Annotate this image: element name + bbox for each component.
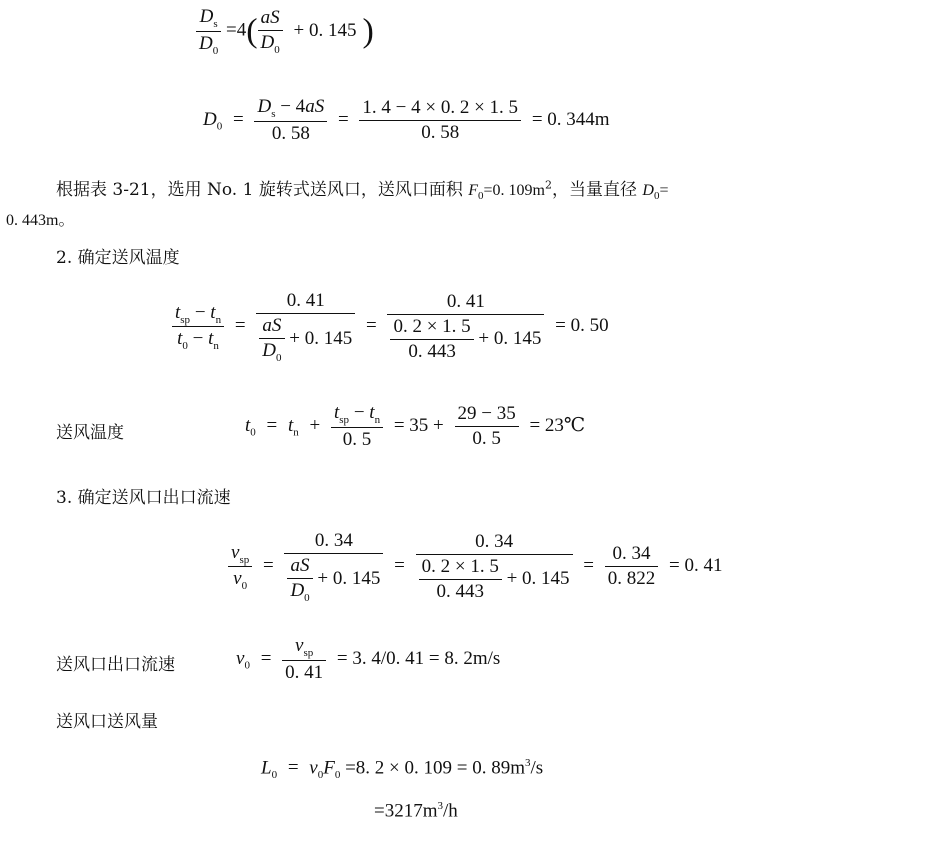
fraction-ds-d0: $\frac{D_s}{D_0}$ <box>196 6 221 57</box>
equation-2: $D_0$ = $\frac{D_s - 4aS}{0. 58}$ = $\frac{1. 4 - 4 \times 0. 2 \times 1. 5}{0. 58}$ = 0. 344m <box>203 96 616 145</box>
fraction-as-d0: $\frac{aS}{D_0}$ <box>258 7 283 56</box>
para1-area: =0. 109m <box>483 182 545 199</box>
fraction-tsp-tn-05: $\frac{t_{sp} - t_n}{0. 5}$ <box>331 402 383 451</box>
paragraph-1-line-1: 根据表 3-21，选用 No. 1 旋转式送风口，送风口面积 $F_0=0$. $109m^2$，当量直径 $D_0=$ <box>56 178 669 203</box>
eq3-result: = 0. 50 <box>555 315 609 337</box>
fraction-vsp-041: $\frac{v_{sp}}{0. 41}$ <box>282 635 326 684</box>
equation-4: $t_0 = t_n$ + $\frac{t_{sp} - t_n}{0. 5}$ = 35 + $\frac{29 - 35}{0. 5}$ = 23℃ <box>245 402 591 451</box>
fraction-041-numeric: 0. 41 $\frac{0. 2 \times 1. 5}{0. 443}$ + 0. 145 <box>387 291 544 363</box>
fraction-034-numeric: 0. 34 $\frac{0. 2 \times 1. 5}{0. 443}$ + 0. 145 <box>416 531 573 603</box>
eq4-result: = 23℃ <box>529 414 586 436</box>
eq6-result: = 3. 4/0. 41 = 8. 2m/s <box>336 647 501 669</box>
fraction-ds-minus-4as: $\frac{D_s - 4aS}{0. 58}$ <box>254 96 327 145</box>
eq2-result: = 0. 344m <box>531 108 610 130</box>
fraction-29-35: $\frac{29 - 35}{0. 5}$ <box>455 403 519 450</box>
eq6-label: 送风口出口流速 <box>56 655 175 675</box>
paragraph-1-line-2: 0. 443m。 <box>6 212 75 229</box>
equation-6: $v_0$ = $\frac{v_{sp}}{0. 41}$ = 3. 4/0. 41 = 8. 2m/s <box>236 635 506 684</box>
section-2-heading: 2. 确定送风温度 <box>56 248 180 268</box>
eq1-plus-const: + 0. 145 <box>293 19 357 41</box>
para1-text: 根据表 3-21，选用 No. 1 旋转式送风口，送风口面积 <box>56 180 463 200</box>
fraction-numeric: $\frac{1. 4 - 4 \times 0. 2 \times 1. 5}{0. 58}$ <box>359 97 521 144</box>
fraction-034-0822: $\frac{0. 34}{0. 822}$ <box>605 543 659 590</box>
fraction-034-as: 0. 34 $\frac{aS}{D_0}$ + 0. 145 <box>284 530 383 604</box>
equation-7-line-2: $=3217m^3/h$ <box>374 800 458 822</box>
eq1-coef: =4 <box>225 19 247 41</box>
section-3-heading: 3. 确定送风口出口流速 <box>56 488 231 508</box>
equation-1: $\frac{D_s}{D_0}$ =4( $\frac{aS}{D_0}$ + 0. 145 ) <box>196 6 374 57</box>
eq4-label: 送风温度 <box>56 423 124 443</box>
equation-3: $\frac{t_{sp} - t_n}{t_0 - t_n}$ = 0. 41 $\frac{aS}{D_0}$ + 0. 145 = 0. 41 $\frac{0. 2 \times 1. 5}{0. 443}$ + 0. 145 = 0. 50 <box>172 290 615 364</box>
equation-7: $L_0 = v_0F_0 =8$. 2 × 0. 109 = 0. $89m^3/s$ <box>261 757 544 782</box>
equation-5: $\frac{v_{sp}}{v_0}$ = 0. 34 $\frac{aS}{D_0}$ + 0. 145 = 0. 34 $\frac{0. 2 \times 1. 5}{0. 443}$ + 0. 145 = $\frac{0. 34}{0. 822}$ = 0. 41 <box>228 530 728 604</box>
flow-label: 送风口送风量 <box>56 712 158 732</box>
fraction-041-as: 0. 41 $\frac{aS}{D_0}$ + 0. 145 <box>256 290 355 364</box>
eq5-result: = 0. 41 <box>669 555 723 577</box>
para1-equiv: ，当量直径 <box>552 180 637 200</box>
fraction-vsp-v0: $\frac{v_{sp}}{v_0}$ <box>228 542 252 593</box>
fraction-tsp-tn: $\frac{t_{sp} - t_n}{t_0 - t_n}$ <box>172 302 224 353</box>
